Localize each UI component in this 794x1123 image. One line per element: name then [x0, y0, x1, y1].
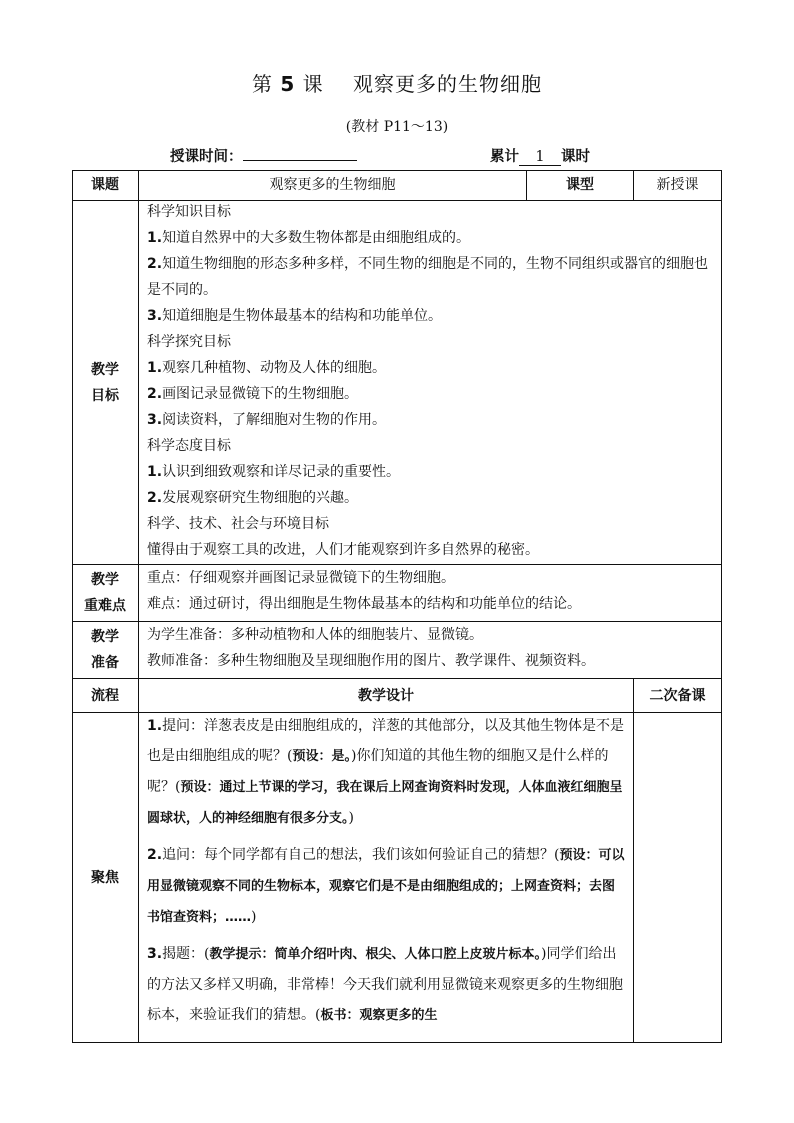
class-time-label: 授课时间： [170, 148, 243, 165]
goal-item: 2.知道生物细胞的形态多种多样，不同生物的细胞是不同的，生物不同组织或器官的细胞也是不同的。 [147, 256, 709, 298]
goal-item: 懂得由于观察工具的改进，人们才能观察到许多自然界的秘密。 [147, 542, 539, 558]
focus-step-2: 2.追问：每个同学都有自己的想法，我们该如何验证自己的猜想？(预设：可以用显微镜观察不同的生物标本，观察它们是不是由细胞组成的；上网查资料；去图书馆查资料；……) [147, 847, 625, 925]
teacher-prep: 教师准备：多种生物细胞及呈现细胞作用的图片、教学课件、视频资料。 [147, 653, 595, 669]
key-points-label-line2: 重难点 [84, 598, 126, 614]
prep-label [72, 622, 138, 678]
class-time-value [243, 160, 357, 161]
title-text: 观察更多的生物细胞 [353, 72, 543, 96]
course-title: 观察更多的生物细胞 [269, 177, 396, 193]
key-points-content [139, 565, 721, 621]
course-label: 课题 [91, 177, 119, 193]
total-label: 累计 [490, 148, 519, 165]
key-point: 重点：仔细观察并画图记录显微镜下的生物细胞。 [147, 570, 455, 586]
flow-header: 流程 [91, 687, 119, 704]
goal-item: 3.阅读资料，了解细胞对生物的作用。 [147, 412, 387, 428]
goal-item: 2.发展观察研究生物细胞的兴趣。 [147, 490, 359, 506]
class-time [170, 145, 357, 166]
focus-step-1: 1.提问：洋葱表皮是由细胞组成的，洋葱的其他部分，以及其他生物体是不是也是由细胞组成的呢？(预设：是。)你们知道的其他生物的细胞又是什么样的呢？(预设：通过上节课的学习，我在课后上网查询资料时发现，人体血液红细胞呈圆球状，人的神经细胞有很多分支。) [147, 718, 625, 826]
focus-content [139, 711, 633, 1042]
total-value: 1 [519, 150, 561, 166]
prep-content [139, 622, 721, 678]
goal-item: 1.认识到细致观察和详尽记录的重要性。 [147, 464, 401, 480]
lesson-table [72, 170, 722, 1043]
title-prefix: 第 [251, 72, 273, 96]
title-suffix: 课 [302, 72, 324, 96]
focus-step-3: 3.揭题：(教学提示：简单介绍叶肉、根尖、人体口腔上皮玻片标本。)同学们给出的方法又多样又明确，非常棒！今天我们就利用显微镜来观察更多的生物细胞标本，来验证我们的猜想。(板书：观察更多的生 [147, 946, 623, 1023]
goal-item: 1.知道自然界中的大多数生物体都是由细胞组成的。 [147, 230, 471, 246]
textbook-reference: (教材 P11～13) [345, 119, 449, 135]
total-unit: 课时 [561, 148, 590, 165]
goal-item: 2.画图记录显微镜下的生物细胞。 [147, 386, 359, 402]
goal-group-title: 科学、技术、社会与环境目标 [147, 516, 329, 532]
objectives-label [72, 201, 138, 564]
objectives-label-line1: 教学 [91, 361, 119, 378]
goal-group-title: 科学探究目标 [147, 334, 231, 350]
focus-label: 聚焦 [91, 869, 119, 886]
title-number: 5 [280, 72, 296, 96]
key-points-label-line1: 教学 [91, 572, 119, 588]
key-points-label [72, 565, 138, 621]
goal-item: 1.观察几种植物、动物及人体的细胞。 [147, 360, 387, 376]
goal-group-title: 科学知识目标 [147, 204, 231, 220]
revision-cell[interactable] [634, 713, 721, 1042]
objectives-content [139, 199, 721, 563]
student-prep: 为学生准备：多种动植物和人体的细胞装片、显微镜。 [147, 627, 483, 643]
goal-group-title: 科学态度目标 [147, 438, 231, 454]
prep-label-line2: 准备 [91, 655, 119, 671]
course-type-label: 课型 [566, 177, 594, 193]
objectives-label-line2: 目标 [91, 387, 119, 404]
prep-label-line1: 教学 [91, 629, 119, 645]
difficult-point: 难点：通过研讨，得出细胞是生物体最基本的结构和功能单位的结论。 [147, 596, 581, 612]
course-type-value: 新授课 [656, 177, 699, 193]
design-header: 教学设计 [358, 687, 414, 704]
revision-header: 二次备课 [649, 687, 706, 704]
page-title [0, 68, 794, 97]
total-periods [490, 145, 590, 166]
goal-item: 3.知道细胞是生物体最基本的结构和功能单位。 [147, 308, 443, 324]
